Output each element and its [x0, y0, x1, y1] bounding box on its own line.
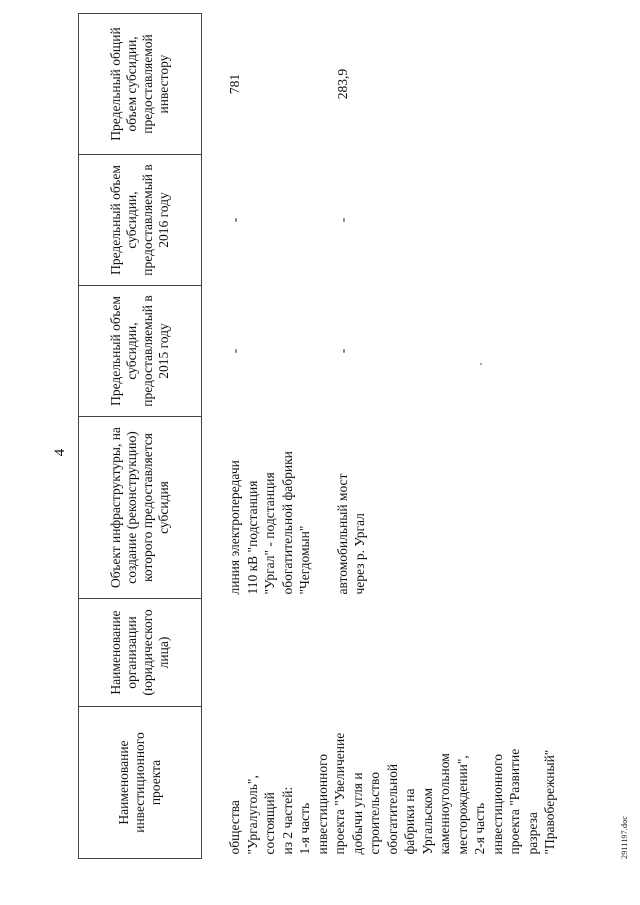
subsidy-total-cell: 283,9: [334, 68, 350, 100]
subsidy-table: [78, 13, 574, 859]
subsidy-total-cell: 781: [227, 73, 242, 95]
object-cell: автомобильный мост через р. Ургал: [334, 473, 367, 595]
header-subsidy-total: Предельный общий объем субсидии, предоставляемой инвестору: [79, 14, 202, 155]
header-subsidy-2016: Предельный объем субсидии, предоставляемый в 2016 году: [79, 155, 202, 286]
subsidy-2016-cell: -: [227, 217, 242, 223]
organization-cell: [226, 599, 574, 707]
subsidy-2015-cell: -: [334, 348, 350, 354]
header-infrastructure-object: Объект инфраструктуры, на создание (реконструкцию) которого предоставляется субсидия: [79, 417, 202, 599]
table-header-row: [79, 14, 202, 859]
page-number: 4: [52, 448, 68, 457]
scan-speck: [480, 363, 482, 365]
subsidy-2015-cell: -: [227, 348, 242, 354]
footer-doc-id: 2911197.doc: [620, 815, 629, 859]
table-row: [226, 14, 314, 859]
object-cell: линия электропередачи 110 кВ "подстанция "Ургал" - подстанция обогатительной фабрики "Чегдомын": [227, 451, 312, 595]
subsidy-2016-cell: -: [334, 217, 350, 223]
header-subsidy-2015: Предельный объем субсидии, предоставляемый в 2015 году: [79, 286, 202, 417]
table-spacer: [202, 14, 227, 859]
header-organization: Наименование организации (юридического лица): [79, 599, 202, 707]
project-name-cell: общества "Ургалуголь", состоящий из 2 частей: 1-я часть инвестиционного проекта "Увеличение добычи угля и строительство обогатительной фабрики на Ургальском каменноугольном месторождении", 2-я часть инвестиционного проекта "Развитие разреза "Правобережный": [227, 732, 557, 855]
header-project-name: Наименование инвестиционного проекта: [79, 707, 202, 859]
